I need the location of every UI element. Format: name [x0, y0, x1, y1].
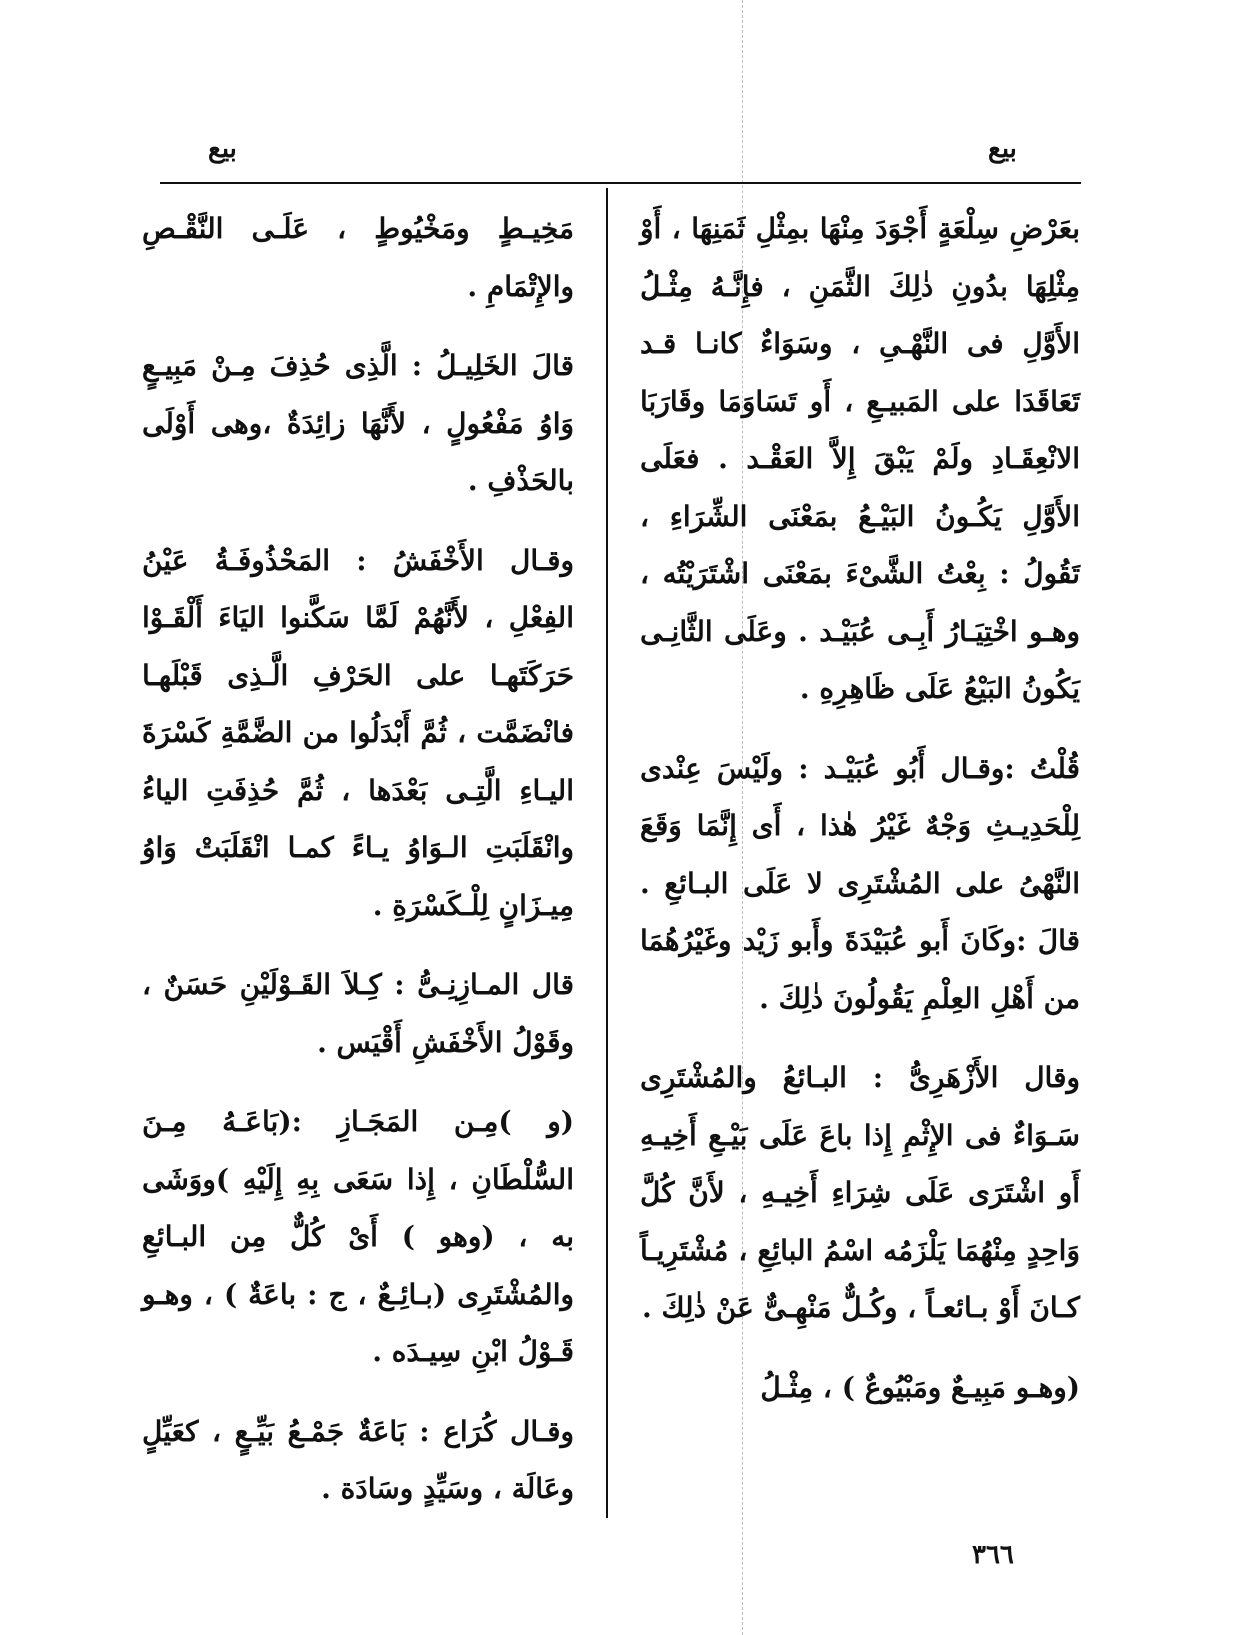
page-number: ٣٦٦ [972, 1540, 1014, 1570]
column-divider [606, 188, 608, 1518]
paragraph: قالَ الخَلِيـلُ : الَّذِى حُذِفَ مِـنْ مَبِيـعٍ وَاوُ مَفْعُولٍ ، لأَنَّهَا زائِدَةٌ ،وهى أَوْلَى بالحَذْفِ . [142, 349, 574, 497]
paragraph: وقال الأَزْهَرِىُّ : البـائعُ والمُشْتَرِى سَـوَاءٌ فى الإِثْمِ إِذا باعَ عَلَى بَيْـعِ أَخِيـهِ أَو اشْتَرَى عَلَى شِرَاءِ أَخِيـهِ ، لأَنَّ كُلَّ وَاحِدٍ مِنْهُمَا يَلْزَمُه اسْمُ البائِعِ ، مُشْتَرِيـاً كـانَ أَوْ بـائعـاً ، وكُـلٌّ مَنْهِـىٌّ عَنْ ذٰلِكَ . [640, 1061, 1080, 1324]
left-column [142, 200, 574, 1540]
paragraph: (وهـو مَبِيـعٌ ومَبْيُوعٌ ) ، مِثْـلُ [760, 1370, 1080, 1404]
paragraph: مَخِيـطٍ ومَخْيُوطٍ ، عَلَـى النَّقْـصِ والإِتْمَامِ . [142, 212, 574, 303]
paragraph: قال المـازِنِـىُّ : كِـلاَ القَـوْلَيْنِ حَسَنٌ ، وقَوْلُ الأَخْفَشِ أَقْيَس . [142, 968, 574, 1059]
paragraph: وقـال كُرَاع : بَاعَةٌ جَمْـعُ بَيِّـعٍ ، كعَيِّلٍ وعَالَة ، وسَيِّدٍ وسَادَة . [142, 1414, 574, 1505]
paragraph: وقـال الأَخْفَشُ : المَحْذُوفَـةُ عَيْنُ الفِعْلِ ، لأَنَّهُمْ لَمَّا سَكَّنوا اليَاءَ أَلْقَـوْا حَرَكَتَهـا على الحَرْفِ الَّـذِى قَبْلَهـا فانْضَمَّت ، ثُمَّ أَبْدَلُوا من الضَّمَّةِ كَسْرَةَ اليـاءِ الَّتِـى بَعْدَها ، ثُمَّ حُذِفَتِ الياءُ وانْقَلَبَتِ الـوَاوُ يـاءً كمـا انْقَلَبَتْ وَاوُ مِيـزَانٍ لِلْـكَسْرَةِ . [142, 543, 574, 922]
paragraph: بعَرْضِ سِلْعَةٍ أَجْوَدَ مِنْهَا بمِثْلِ ثَمَنِهَا ، أَوْ مِثْلِهَا بدُونِ ذٰلِكَ الثَّمَنِ ، فإِنَّـهُ مِثْـلُ الأَوَّلِ فى النَّهْـىِ ، وسَوَاءٌ كانـا قـد تَعَاقَدَا على المَبيـعِ ، أَو تَسَاوَمَا وقَارَبَا الانْعِقَـادِ ولَمْ يَبْقَ إِلاَّ العَقْـد . فعَلَى الأَوَّلِ يَكُـونُ البَيْـعُ بمَعْنَى الشِّرَاءِ ، تَقُولُ : بِعْتُ الشَّىْءَ بمَعْنَى اشْتَرَيْتُه ، وهـو اخْتِيَـارُ أَبِـى عُبَيْـد . وعَلَى الثَّانِـى يَكُونُ البَيْعُ عَلَى ظَاهِرِهِ . [640, 212, 1080, 705]
paragraph: (و )مِـن المَجَـازِ :(بَاعَـهُ مِـنَ السُّلْطَانِ ، إِذا سَعَى بِهِ إِلَيْهِ )ووَشَى به ، (وهو ) أَىْ كُلٌّ مِن البـائعِ والمُشْتَرِى (بـائِـعٌ ، ج : باعَةٌ ) ، وهـو قَـوْلُ ابْنِ سِيـدَه . [142, 1105, 574, 1368]
paragraph: قُلْتُ :وقـال أَبُو عُبَيْـد : ولَيْسَ عِنْدى لِلْحَدِيـثِ وَجْهٌ غَيْرُ هٰذا ، أَى إِنَّمَا وَقَعَ النَّهْىُ على المُشْتَرِى لا عَلَى البـائعِ . قالَ :وكَانَ أَبو عُبَيْدَةَ وأَبو زَيْد وغَيْرُهُمَا من أَهْلِ العِلْمِ يَقُولُونَ ذٰلِكَ . [640, 751, 1080, 1015]
right-column [640, 200, 1080, 1438]
header-rule [160, 182, 1081, 184]
running-header-left: بيع [208, 134, 237, 164]
running-header-right: بيع [988, 134, 1017, 164]
